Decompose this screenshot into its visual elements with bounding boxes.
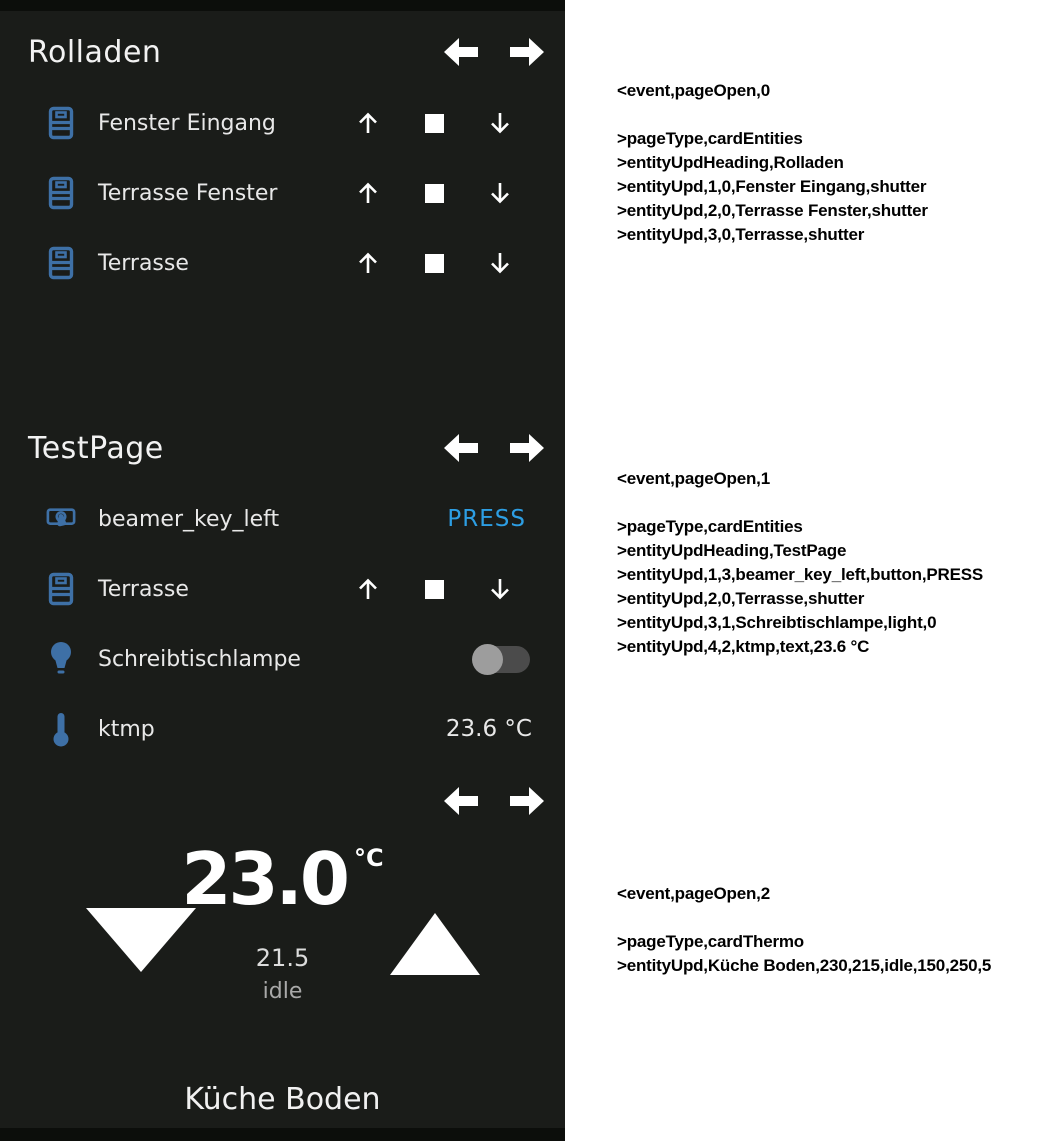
- entity-name: Schreibtischlampe: [98, 646, 301, 672]
- next-page-button[interactable]: [508, 784, 546, 818]
- protocol-line: <event,pageOpen,1: [617, 469, 770, 488]
- entity-row-shutter: [0, 554, 565, 624]
- shutter-controls: [353, 178, 515, 208]
- lightbulb-icon: [46, 640, 76, 678]
- shutter-up-button[interactable]: [353, 574, 383, 604]
- protocol-line: [617, 906, 991, 930]
- entity-row-light: [0, 624, 565, 694]
- stop-icon: [425, 114, 444, 133]
- shutter-down-button[interactable]: [485, 574, 515, 604]
- stop-icon: [425, 580, 444, 599]
- shutter-icon: [46, 246, 76, 280]
- shutter-stop-button[interactable]: [419, 178, 449, 208]
- thermo-title: Küche Boden: [184, 1082, 381, 1117]
- card-title: TestPage: [28, 430, 164, 466]
- stop-icon: [425, 254, 444, 273]
- protocol-line: >entityUpd,Küche Boden,230,215,idle,150,250,5: [617, 956, 992, 975]
- entity-name: Terrasse: [98, 250, 189, 276]
- arrow-down-icon: [486, 249, 514, 277]
- arrow-up-icon: [354, 179, 382, 207]
- shutter-down-button[interactable]: [485, 108, 515, 138]
- protocol-line: >entityUpd,2,0,Terrasse,shutter: [617, 589, 865, 608]
- gesture-tap-button-icon: [46, 504, 76, 534]
- shutter-up-button[interactable]: [353, 178, 383, 208]
- shutter-stop-button[interactable]: [419, 248, 449, 278]
- arrow-down-icon: [486, 109, 514, 137]
- entity-row-text: [0, 694, 565, 764]
- card-header: [0, 412, 565, 484]
- arrow-right-icon: [508, 784, 546, 818]
- shutter-up-button[interactable]: [353, 248, 383, 278]
- shutter-down-button[interactable]: [485, 178, 515, 208]
- protocol-line: >entityUpd,1,3,beamer_key_left,button,PRESS: [617, 565, 983, 584]
- arrow-left-icon: [442, 784, 480, 818]
- protocol-line: >pageType,cardThermo: [617, 932, 804, 951]
- arrow-left-icon: [442, 35, 480, 69]
- card-testpage: [0, 412, 565, 764]
- protocol-line: >pageType,cardEntities: [617, 129, 803, 148]
- protocol-line: >entityUpdHeading,TestPage: [617, 541, 847, 560]
- page-nav: [442, 431, 546, 465]
- entity-row-shutter: [0, 88, 565, 158]
- entity-name: beamer_key_left: [98, 506, 280, 532]
- thermometer-icon: [46, 710, 76, 748]
- arrow-right-icon: [508, 35, 546, 69]
- protocol-line: >entityUpd,4,2,ktmp,text,23.6 °C: [617, 637, 870, 656]
- protocol-line: [617, 103, 928, 127]
- prev-page-button[interactable]: [442, 35, 480, 69]
- shutter-icon: [46, 106, 76, 140]
- entity-name: Fenster Eingang: [98, 110, 276, 136]
- protocol-line: >entityUpd,1,0,Fenster Eingang,shutter: [617, 177, 927, 196]
- next-page-button[interactable]: [508, 35, 546, 69]
- protocol-line: >pageType,cardEntities: [617, 517, 803, 536]
- shutter-icon: [46, 176, 76, 210]
- shutter-icon: [46, 572, 76, 606]
- entity-row-shutter: [0, 228, 565, 298]
- shutter-controls: [353, 248, 515, 278]
- arrow-right-icon: [508, 431, 546, 465]
- entity-name: ktmp: [98, 716, 155, 742]
- protocol-line: >entityUpd,2,0,Terrasse Fenster,shutter: [617, 201, 928, 220]
- entity-name: Terrasse: [98, 576, 189, 602]
- protocol-line: [617, 491, 983, 515]
- prev-page-button[interactable]: [442, 784, 480, 818]
- card-title: Rolladen: [28, 34, 162, 70]
- current-temperature: [0, 837, 565, 921]
- entity-row-shutter: [0, 158, 565, 228]
- protocol-line: >entityUpd,3,0,Terrasse,shutter: [617, 225, 865, 244]
- light-toggle[interactable]: [473, 646, 530, 673]
- arrow-down-icon: [486, 179, 514, 207]
- protocol-block-page0: [617, 79, 928, 247]
- setpoint-value: 21.5: [255, 944, 310, 972]
- next-page-button[interactable]: [508, 431, 546, 465]
- shutter-controls: [353, 108, 515, 138]
- protocol-line: >entityUpdHeading,Rolladen: [617, 153, 844, 172]
- screen-edge-top: [0, 0, 565, 11]
- protocol-line: <event,pageOpen,0: [617, 81, 770, 100]
- toggle-knob: [472, 644, 503, 675]
- shutter-stop-button[interactable]: [419, 108, 449, 138]
- shutter-up-button[interactable]: [353, 108, 383, 138]
- current-temperature-value: 23.0: [181, 837, 348, 921]
- arrow-up-icon: [354, 109, 382, 137]
- temperature-unit: °C: [354, 844, 384, 872]
- screen-edge-bottom: [0, 1128, 565, 1141]
- shutter-down-button[interactable]: [485, 248, 515, 278]
- press-button[interactable]: PRESS: [441, 505, 532, 533]
- arrow-up-icon: [354, 575, 382, 603]
- entity-name: Terrasse Fenster: [98, 180, 278, 206]
- shutter-stop-button[interactable]: [419, 574, 449, 604]
- page-nav: [442, 35, 546, 69]
- page-nav: [442, 784, 546, 818]
- protocol-line: >entityUpd,3,1,Schreibtischlampe,light,0: [617, 613, 937, 632]
- card-header: [0, 16, 565, 88]
- shutter-controls: [353, 574, 515, 604]
- hvac-state: idle: [262, 979, 303, 1004]
- arrow-down-icon: [486, 575, 514, 603]
- stop-icon: [425, 184, 444, 203]
- protocol-line: <event,pageOpen,2: [617, 884, 770, 903]
- arrow-up-icon: [354, 249, 382, 277]
- arrow-left-icon: [442, 431, 480, 465]
- entity-row-button: [0, 484, 565, 554]
- entity-value: 23.6 °C: [445, 716, 532, 742]
- protocol-block-page1: [617, 467, 983, 659]
- card-rolladen: [0, 16, 565, 298]
- prev-page-button[interactable]: [442, 431, 480, 465]
- protocol-block-page2: [617, 882, 991, 978]
